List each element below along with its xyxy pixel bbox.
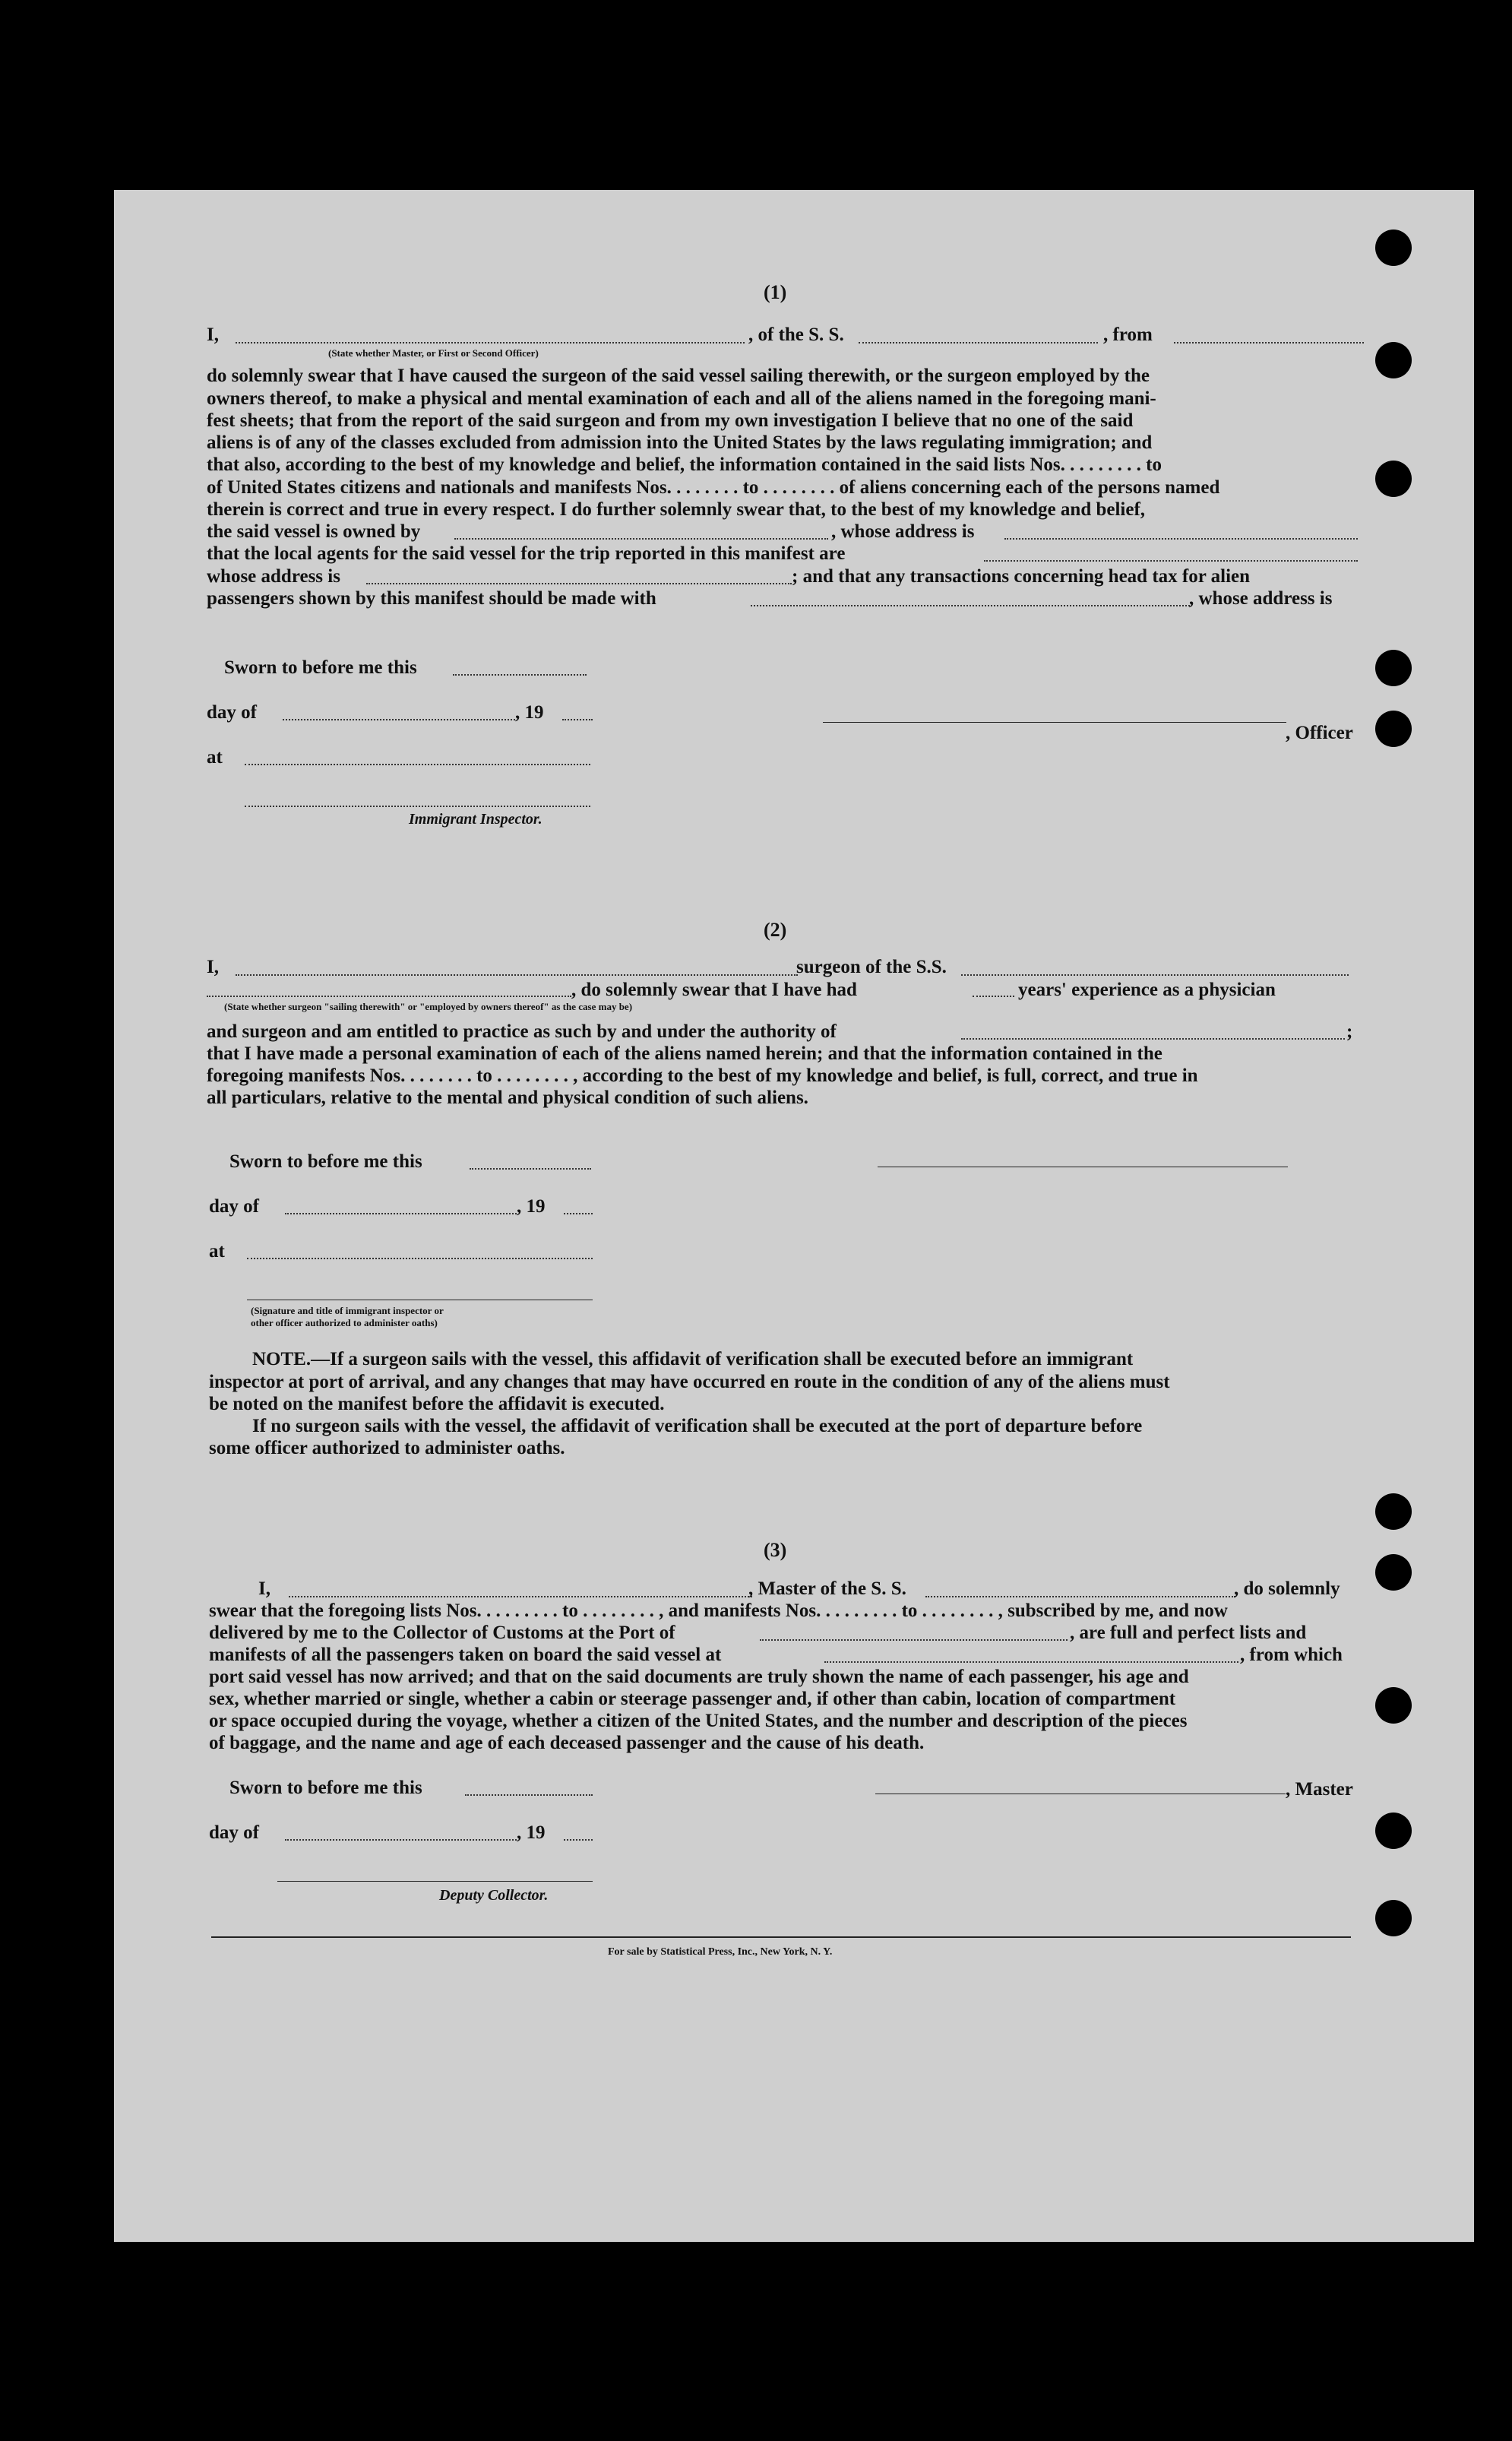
section-3-body-line: sex, whether married or single, whether a cabin or steerage passenger and, if other than cabin, location of compartment (209, 1689, 1176, 1709)
from-label: , from (1103, 325, 1153, 345)
section-3-body-line: port said vessel has now arrived; and that on the said documents are truly shown the name of each passenger, his age and (209, 1667, 1189, 1687)
section-2-sig-note: other officer authorized to administer oaths) (251, 1317, 438, 1328)
master-name-field[interactable] (289, 1596, 752, 1597)
punch-hole (1375, 230, 1412, 266)
section-1-body-line: owners thereof, to make a physical and mental examination of each and all of the aliens named in the foregoing mani- (207, 388, 1156, 409)
section-3-body-line: of baggage, and the name and age of each deceased passenger and the cause of his death. (209, 1733, 925, 1753)
surgeon-vessel-label: surgeon of the S.S. (796, 957, 947, 977)
vessel-field[interactable] (859, 342, 1098, 344)
section-1-number: (1) (764, 281, 787, 303)
agents-field[interactable] (984, 560, 1358, 562)
section-1-body-line: fest sheets; that from the report of the said surgeon and from my own investigation I believe that no one of the said (207, 410, 1134, 431)
inspector-label: Immigrant Inspector. (409, 811, 542, 828)
section-2-day-field[interactable] (285, 1213, 517, 1214)
punch-hole (1375, 461, 1412, 497)
punch-hole (1375, 1554, 1412, 1591)
section-2-body-line: all particulars, relative to the mental and physical condition of such aliens. (207, 1088, 808, 1108)
master-vessel-field[interactable] (925, 1596, 1235, 1597)
section-1-body-line: therein is correct and true in every respect. I do further solemnly swear that, to the best of my knowledge and belief, (207, 499, 1146, 520)
deputy-collector-label: Deputy Collector. (439, 1887, 549, 1904)
head-tax-address-label: , whose address is (1189, 588, 1333, 609)
note-line: be noted on the manifest before the affidavit is executed. (209, 1394, 665, 1414)
punch-hole (1375, 342, 1412, 378)
practice-authority-field[interactable] (961, 1038, 1345, 1040)
collector-sig-line[interactable] (277, 1881, 593, 1882)
section-1-sworn: Sworn to before me this (224, 657, 417, 678)
head-tax-party-field[interactable] (751, 605, 1190, 606)
embark-port-field[interactable] (824, 1661, 1238, 1663)
section-2-day-of: day of (209, 1196, 259, 1217)
practice-semicolon: ; (1346, 1021, 1353, 1042)
section-2-body-line: and surgeon and am entitled to practice as such by and under the authority of (207, 1021, 837, 1042)
section-2-body-line: foregoing manifests Nos. . . . . . . . to . . . . . . . . , according to the best of my knowledge and belief, is full, correct, and true in (207, 1065, 1198, 1086)
surgeon-years-text: , do solemnly swear that I have had (571, 980, 857, 1000)
note-line: inspector at port of arrival, and any changes that may have occurred en route in the condition of any of the aliens must (209, 1372, 1170, 1392)
section-2-at: at (209, 1241, 225, 1262)
surgeon-type-field[interactable] (207, 996, 571, 997)
full-perfect-text: , are full and perfect lists and (1070, 1623, 1307, 1643)
agents-label: that the local agents for the said vessel for the trip reported in this manifest are (207, 543, 846, 564)
surgeon-years-field[interactable] (973, 996, 1014, 997)
section-1-i: I, (207, 325, 219, 345)
owner-address-field[interactable] (1004, 538, 1358, 540)
section-2-at-field[interactable] (247, 1258, 593, 1259)
section-3-sworn-field[interactable] (465, 1794, 593, 1796)
footer-rule (211, 1936, 1351, 1938)
officer-rank-note: (State whether Master, or First or Second Officer) (328, 347, 539, 359)
punch-hole (1375, 1493, 1412, 1530)
surgeon-type-note: (State whether surgeon "sailing therewith" or "employed by owners thereof" as the case may be) (224, 1001, 633, 1012)
punch-hole (1375, 711, 1412, 747)
section-3-day-field[interactable] (285, 1839, 517, 1841)
section-1-day-of: day of (207, 702, 257, 723)
punch-hole (1375, 1813, 1412, 1849)
head-tax-label: passengers shown by this manifest should be made with (207, 588, 656, 609)
section-2-body-line: that I have made a personal examination of each of the aliens named herein; and that the information contained in the (207, 1043, 1162, 1064)
form-sheet (114, 190, 1474, 2242)
master-vessel-label: , Master of the S. S. (748, 1578, 906, 1599)
collector-port-label: delivered by me to the Collector of Customs at the Port of (209, 1623, 675, 1643)
punch-hole (1375, 1687, 1412, 1724)
section-3-body-line: swear that the foregoing lists Nos. . . . . . . . . to . . . . . . . . , and manifests Nos. . . . . . . . . to . . . . . . . . , subscribed by me, and now (209, 1600, 1228, 1621)
vessel-label: , of the S. S. (748, 325, 844, 345)
section-2-sig-note: (Signature and title of immigrant inspector or (251, 1305, 444, 1316)
section-1-body-line: of United States citizens and nationals and manifests Nos. . . . . . . . to . . . . . . . . of aliens concerning each of the persons named (207, 477, 1220, 498)
from-field[interactable] (1174, 342, 1364, 344)
section-3-day-of: day of (209, 1822, 259, 1843)
section-1-body-line: aliens is of any of the classes excluded from admission into the United States by the laws regulating immigration; and (207, 432, 1153, 453)
section-2-sworn: Sworn to before me this (229, 1151, 422, 1172)
owner-address-label: , whose address is (831, 521, 975, 542)
section-3-number: (3) (764, 1539, 787, 1561)
section-1-year-field[interactable] (562, 719, 593, 720)
note-line: NOTE.—If a surgeon sails with the vessel, this affidavit of verification shall be executed before an immigrant (252, 1349, 1134, 1369)
officer-rank-field[interactable] (236, 342, 745, 344)
surgeon-vessel-field[interactable] (961, 974, 1349, 976)
officer-sig-line[interactable] (823, 722, 1286, 723)
officer-label: , Officer (1286, 723, 1353, 743)
note-line: If no surgeon sails with the vessel, the affidavit of verification shall be executed at the port of departure before (252, 1416, 1143, 1436)
section-2-i: I, (207, 957, 219, 977)
section-1-year: , 19 (515, 702, 544, 723)
printer-imprint: For sale by Statistical Press, Inc., New York, N. Y. (608, 1946, 833, 1958)
section-1-body-line: that also, according to the best of my knowledge and belief, the information contained in the said lists Nos. . . . . . . . . to (207, 454, 1162, 475)
section-2-sworn-field[interactable] (470, 1168, 591, 1170)
owner-field[interactable] (454, 538, 828, 540)
section-1-at: at (207, 747, 223, 768)
section-3-year: , 19 (517, 1822, 546, 1843)
agents-address-label: whose address is (207, 566, 340, 587)
section-1-at-field[interactable] (245, 764, 590, 765)
section-3-year-field[interactable] (564, 1839, 593, 1841)
section-1-day-field[interactable] (283, 719, 515, 720)
embark-port-label: manifests of all the passengers taken on board the said vessel at (209, 1645, 722, 1665)
head-tax-text: ; and that any transactions concerning head tax for alien (792, 566, 1251, 587)
section-1-body-line: do solemnly swear that I have caused the surgeon of the said vessel sailing therewith, or the surgeon employed by the (207, 366, 1150, 386)
master-solemnly: , do solemnly (1234, 1578, 1340, 1599)
section-3-sworn: Sworn to before me this (229, 1778, 422, 1798)
note-line: some officer authorized to administer oaths. (209, 1438, 565, 1458)
owner-label: the said vessel is owned by (207, 521, 421, 542)
section-3-i: I, (258, 1578, 270, 1599)
section-2-year-field[interactable] (564, 1213, 593, 1214)
surgeon-years-end: years' experience as a physician (1018, 980, 1276, 1000)
surgeon-name-field[interactable] (236, 974, 798, 976)
collector-port-field[interactable] (760, 1639, 1068, 1641)
section-3-body-line: or space occupied during the voyage, whether a citizen of the United States, and the number and description of the pieces (209, 1711, 1188, 1731)
from-which-text: , from which (1240, 1645, 1343, 1665)
punch-hole (1375, 650, 1412, 686)
section-2-number: (2) (764, 919, 787, 941)
master-label: , Master (1286, 1779, 1353, 1800)
section-2-year: , 19 (517, 1196, 546, 1217)
section-1-sworn-field[interactable] (453, 674, 587, 676)
agents-address-field[interactable] (366, 583, 792, 584)
punch-hole (1375, 1900, 1412, 1936)
section-1-inspector-sig[interactable] (245, 806, 590, 807)
